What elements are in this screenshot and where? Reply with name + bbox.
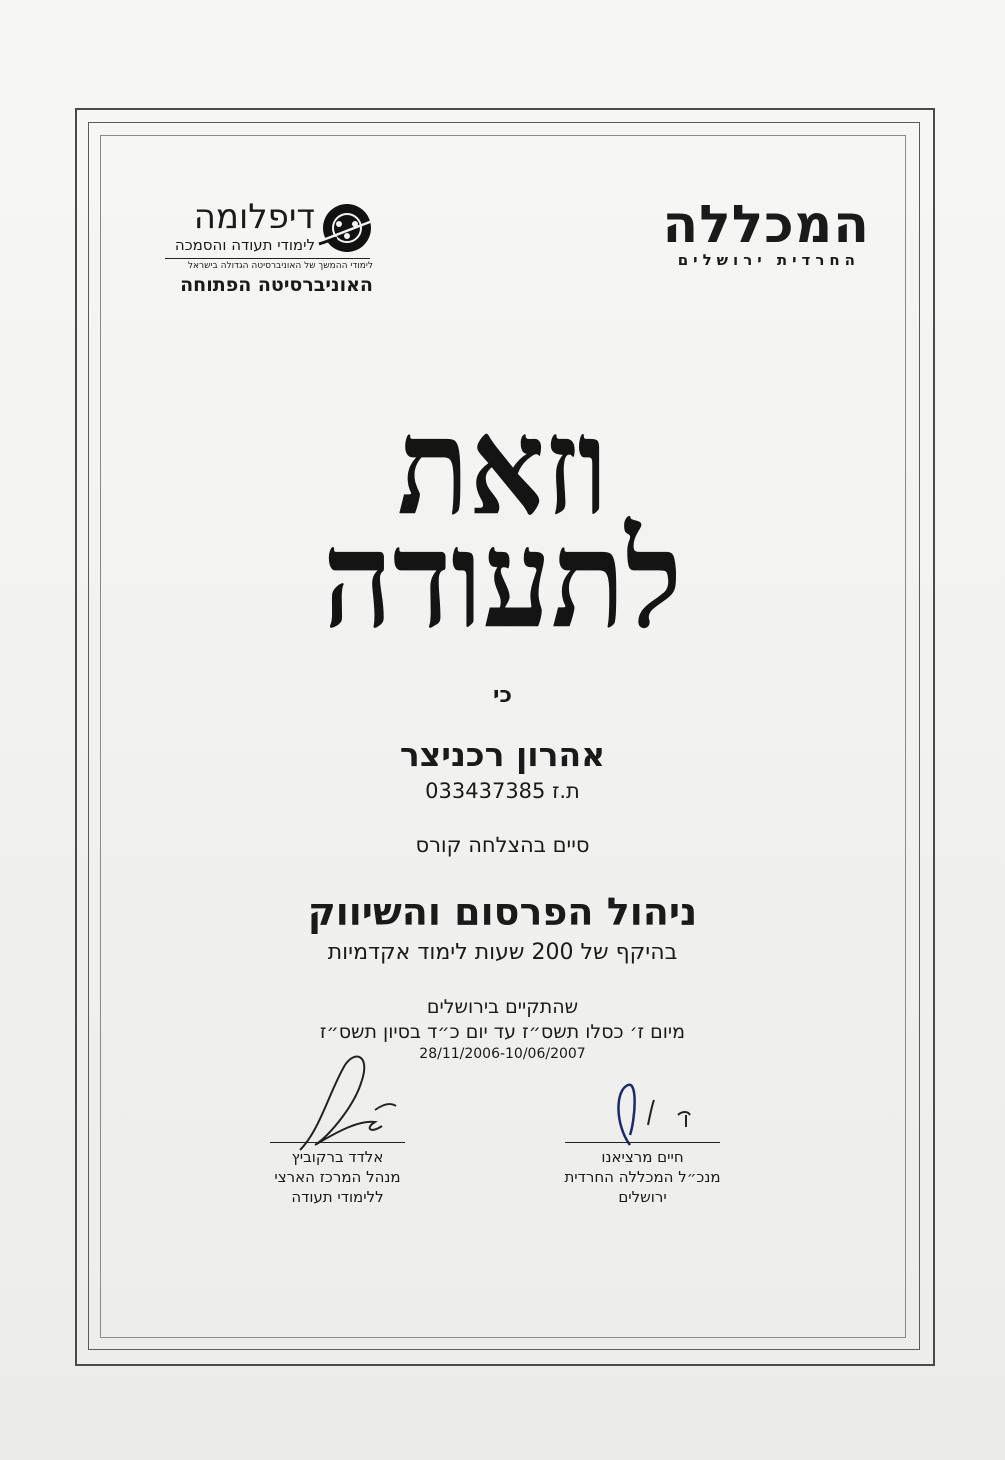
diploma-divider [165,258,370,259]
dates-gregorian: 28/11/2006-10/06/2007 [419,1046,586,1062]
left-signature-line [270,1142,405,1143]
id-label: ת.ז [552,779,580,803]
right-signer-title2: ירושלים [618,1188,667,1206]
diploma-title: דיפלומה [193,197,315,237]
right-signature-block [555,1142,730,1207]
recipient-name: אהרון רכניצר [399,735,606,774]
left-signer-title: מנהל המרכז הארצי [274,1168,401,1186]
left-signature-block [250,1142,425,1207]
college-logo-name: המכללה [662,195,870,255]
diploma-fine-print: לימודי ההמשך של האוניברסיטה הגדולה בישראל [187,261,373,271]
completed-text: סיים בהצלחה קורס [415,833,590,857]
diploma-logo [160,198,385,308]
left-signer-name: אלדד ברקוביץ [291,1148,384,1166]
right-signer-title: מנכ״ל המכללה החרדית [564,1168,721,1186]
certificate-title-line1: וזאת [397,388,608,546]
college-logo-sub: החרדית ירושלים [677,251,860,269]
ki-word: כי [493,683,512,708]
open-university-name: האוניברסיטה הפתוחה [180,274,373,296]
diploma-subtitle: לימודי תעודה והסמכה [174,236,315,254]
left-signer-title2: ללימודי תעודה [291,1188,384,1206]
right-signature-line [565,1142,720,1143]
course-name: ניהול הפרסום והשיווק [307,890,698,934]
held-location: שהתקיים בירושלים [426,996,579,1018]
course-scope: בהיקף של 200 שעות לימוד אקדמיות [327,940,678,965]
dates-hebrew: מיום ז׳ כסלו תשס״ז עד יום כ״ד בסיון תשס״ז [319,1021,686,1043]
college-logo [600,195,870,280]
right-signer-name: חיים מרציאנו [601,1148,684,1166]
certificate-title-line2: לתעודה [322,501,683,659]
id-number: 033437385 [425,779,546,803]
id-line [0,779,1005,803]
diploma-emblem-icon [317,200,383,256]
